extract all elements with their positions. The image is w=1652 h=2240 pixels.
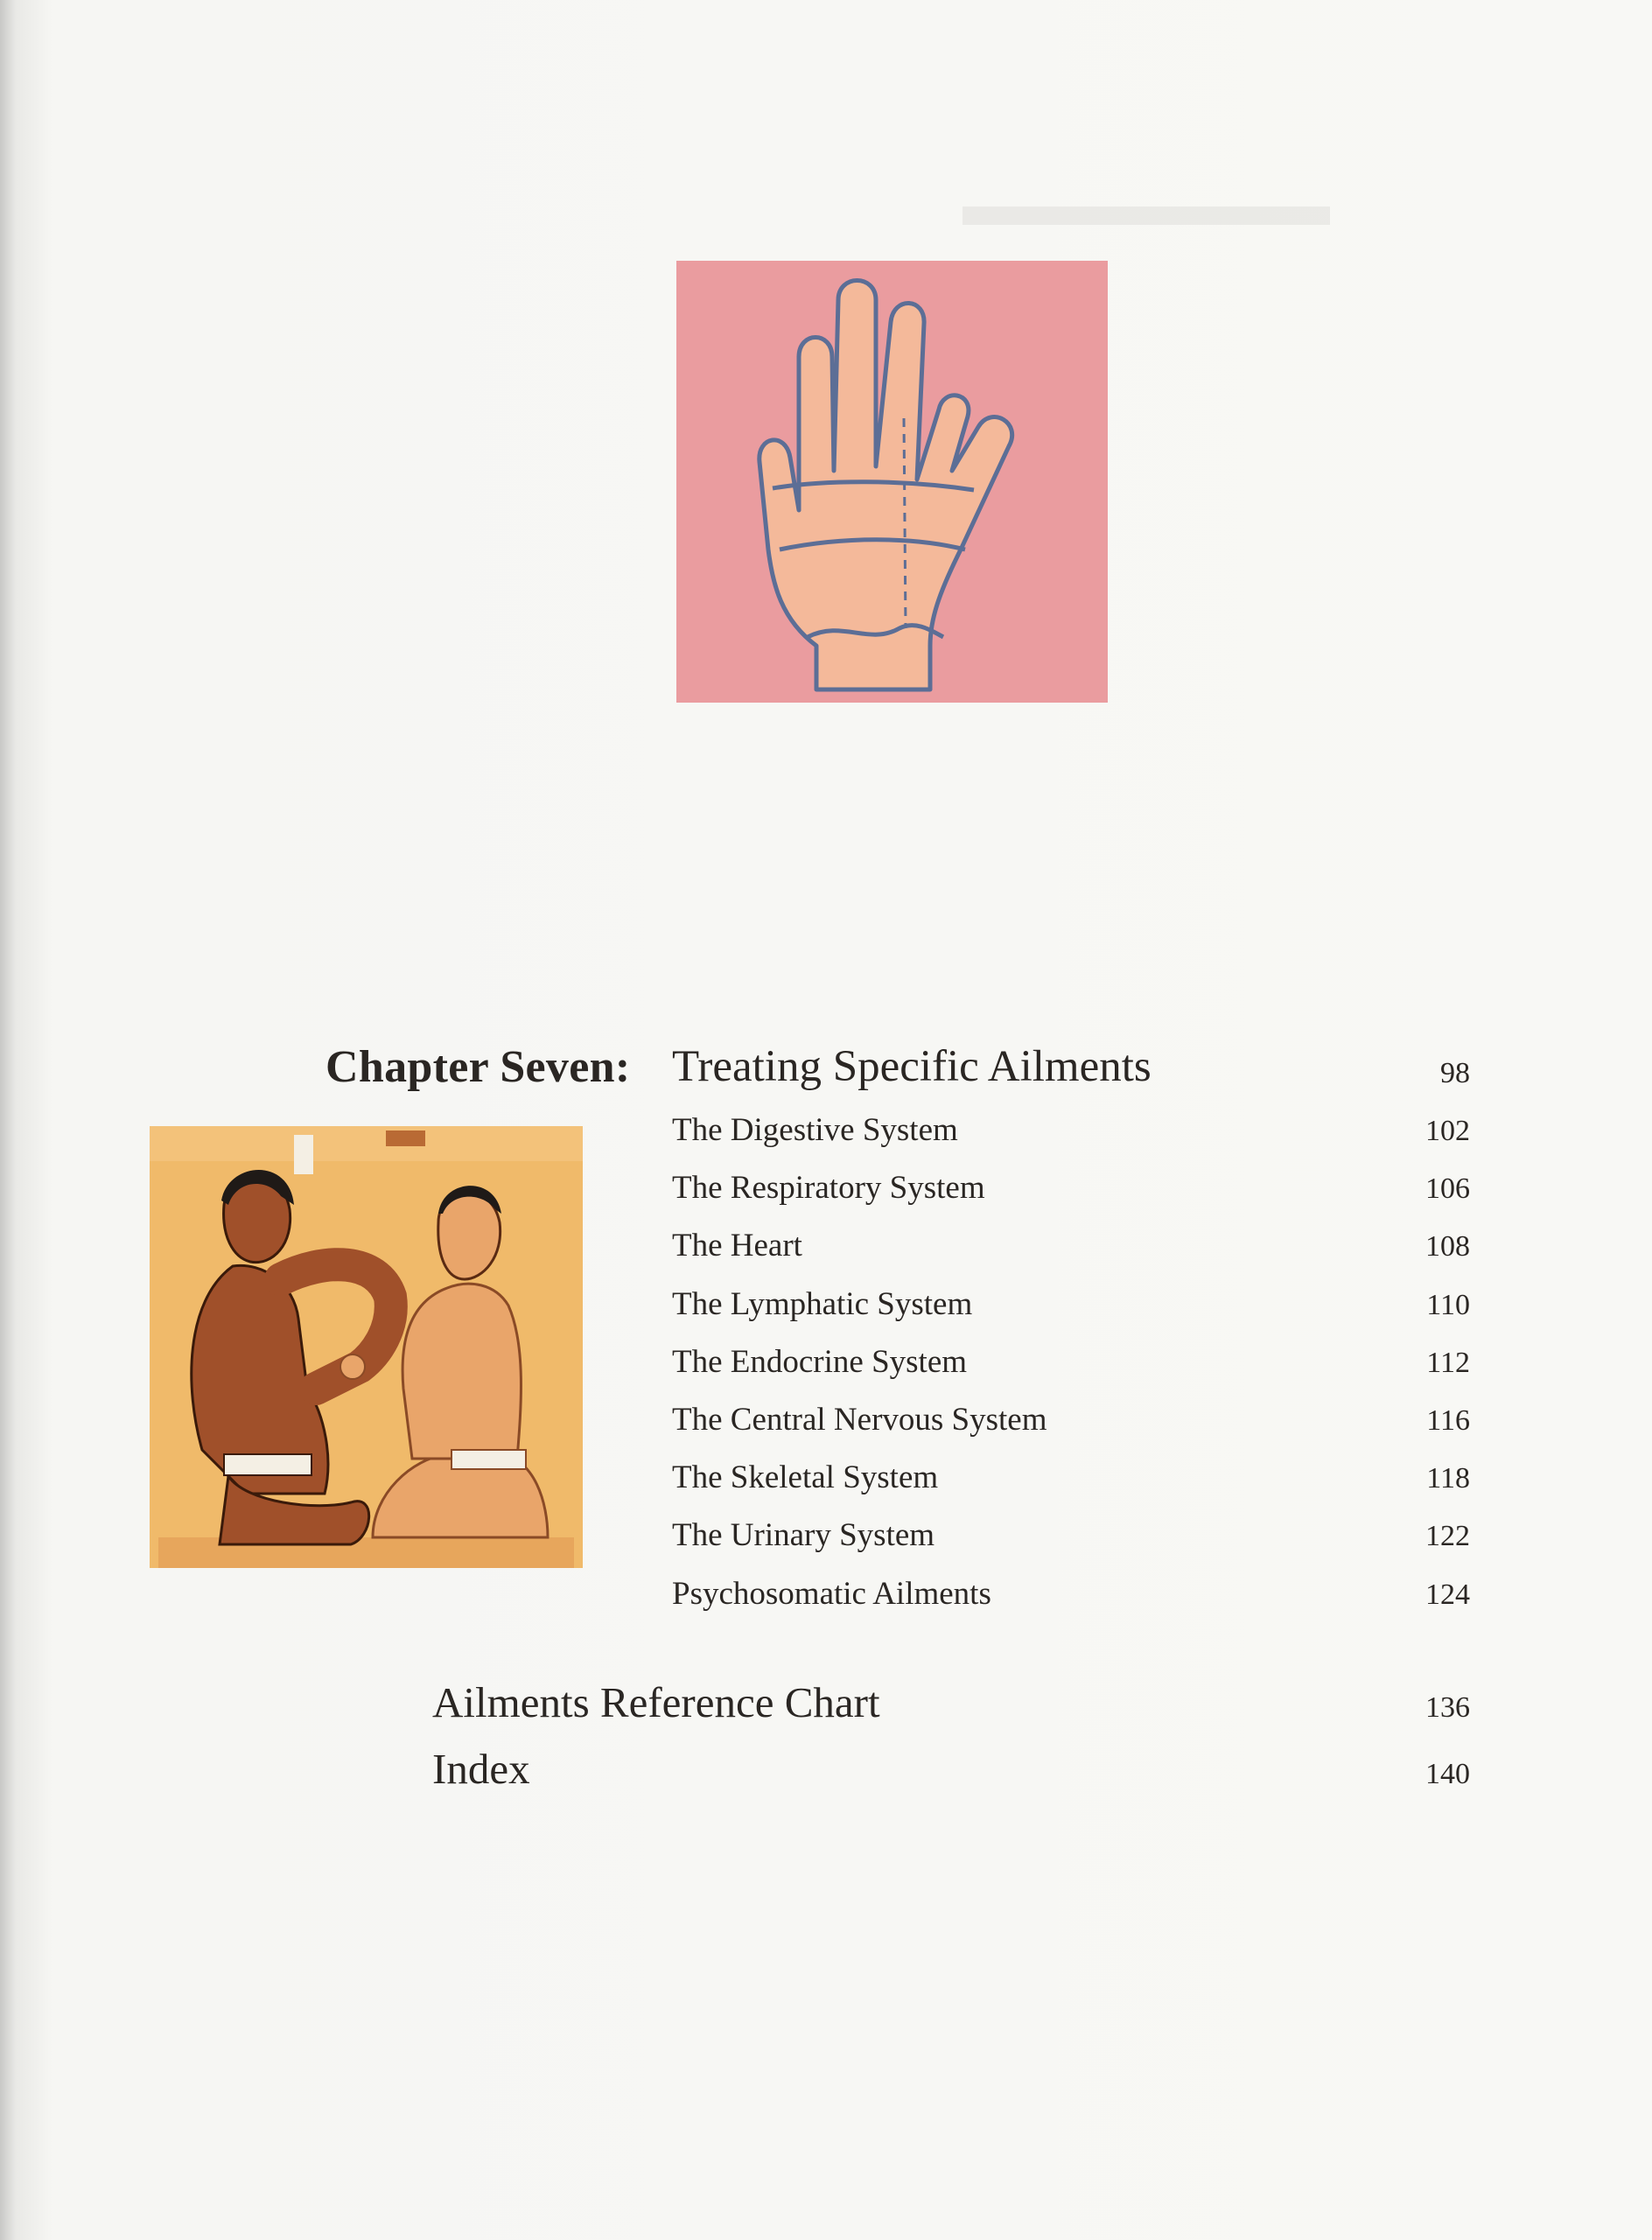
toc-entry-page: 102	[1425, 1115, 1470, 1147]
hand-zones-illustration	[676, 261, 1108, 703]
back-matter-title: Ailments Reference Chart	[432, 1678, 880, 1726]
toc-entry-page: 110	[1426, 1288, 1470, 1321]
toc-entry-title: The Heart	[672, 1228, 802, 1264]
toc-entry[interactable]	[672, 1111, 1470, 1169]
toc-entry-page: 106	[1425, 1172, 1470, 1206]
toc-entry-page: 118	[1426, 1462, 1470, 1495]
mural-massage-icon	[150, 1126, 583, 1568]
back-matter-entry-index[interactable]	[432, 1744, 1470, 1794]
toc-entries	[672, 1111, 1470, 1633]
bleed-through-text: ▬▬▬▬▬▬	[962, 172, 1330, 239]
toc-entry-page: 108	[1425, 1230, 1470, 1264]
toc-entry[interactable]	[672, 1227, 1470, 1284]
chapter-page-number: 98	[1440, 1057, 1470, 1089]
toc-entry-title: The Digestive System	[672, 1112, 958, 1148]
toc-entry-title: The Respiratory System	[672, 1170, 985, 1207]
toc-entry-title: The Urinary System	[672, 1517, 935, 1554]
toc-entry[interactable]	[672, 1169, 1470, 1227]
chapter-label: Chapter Seven:	[326, 1042, 631, 1092]
back-matter-entry-reference-chart[interactable]	[432, 1677, 1470, 1727]
toc-entry[interactable]	[672, 1285, 1470, 1343]
toc-entry[interactable]	[672, 1575, 1470, 1633]
toc-entry[interactable]	[672, 1343, 1470, 1401]
toc-entry-page: 124	[1425, 1578, 1470, 1611]
toc-entry-page: 112	[1426, 1346, 1470, 1379]
back-matter-page: 140	[1425, 1758, 1470, 1790]
hand-zones-icon	[676, 261, 1108, 703]
back-matter-title: Index	[432, 1745, 530, 1793]
toc-entry-title: The Skeletal System	[672, 1460, 939, 1496]
toc-entry-title: The Central Nervous System	[672, 1401, 1047, 1438]
toc-entry[interactable]	[672, 1459, 1470, 1516]
egyptian-massage-illustration	[150, 1126, 583, 1568]
toc-entry[interactable]	[672, 1516, 1470, 1574]
toc-entry-title: The Lymphatic System	[672, 1285, 973, 1322]
toc-entry-title: The Endocrine System	[672, 1343, 968, 1380]
back-matter-page: 136	[1425, 1691, 1470, 1724]
chapter-title: Treating Specific Ailments	[672, 1042, 1152, 1091]
toc-entry-page: 116	[1426, 1404, 1470, 1437]
toc-entry-title: Psychosomatic Ailments	[672, 1575, 991, 1612]
toc-entry-page: 122	[1425, 1520, 1470, 1553]
toc-entry[interactable]	[672, 1401, 1470, 1459]
